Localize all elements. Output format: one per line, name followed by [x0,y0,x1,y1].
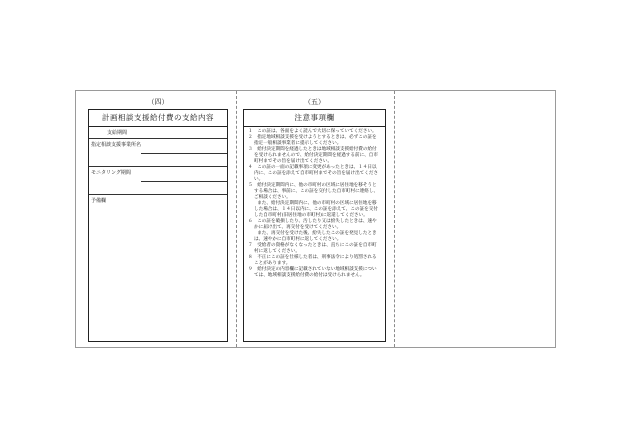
note-item: ４ この証の一面の記載事項に変更があったときは、１４日以内に、この証を添えて自市町村までその旨を届け出てください。 [248,165,379,182]
note-item: ７ 受給者の資格がなくなったときは、直ちにこの証を自市町村に返してください。 [248,243,377,254]
note-item: ６ この証を破損したり、汚したり又は紛失したときは、速やかに届け出て、再交付を受けてください。 [248,219,377,230]
notes-list [244,127,385,279]
payment-content-panel [88,109,228,342]
designated-office-label: 指定相談支援事業所名 [91,142,142,148]
note-item: また、給付決定期間内に、他の市町村の区域に居住地を移した場合は、１４日以内に、この証を添えて、この証を交付した自市町村(旧居住地の市町村)に返還してください。 [248,201,378,218]
note-item: １ この証は、各面をよく読んで大切に保っていてください。 [248,129,377,134]
notes-panel [243,109,386,342]
note-item: ９ 給付決定の内容欄に記載されていない地域相談支援については、地域相談支援給付費の給付は受けられません。 [248,267,377,278]
spare-row [89,195,227,341]
note-item: また、再交付を受けた後、紛失したこの証を発見したときは、速やかに自市町村に返してください。 [248,231,377,242]
designated-office-row [89,139,227,167]
payment-content-title: 計画相談支援給付費の支給内容 [89,110,227,127]
fold-line-left [236,91,237,347]
note-item: ５ 給付決定期間内に、他の市町村の区域に居住地を移そうとする場合は、事前に、この証を交付した自市町村に連絡し、ご相談ください。 [248,183,379,200]
monitoring-period-divider [141,181,227,182]
spare-label: 予備欄 [91,198,107,204]
fold-line-right [394,91,395,347]
designated-office-divider [141,153,227,154]
note-item: ２ 指定地域相談支援を受けようとするときは、必ずこの証を指定一般相談事業者に提示してください。 [248,135,377,146]
monitoring-period-row [89,167,227,195]
monitoring-period-label: モニタリング期間 [91,170,131,176]
section-four-header: （四） [147,98,169,106]
note-item: ８ 不正にこの証を仕様した者は、刑事法令により処罰されることがあります。 [248,255,377,266]
payment-period-label: 支給期間 [107,130,128,136]
payment-period-row [89,127,227,139]
notes-title: 注意事項欄 [244,110,385,127]
section-five-header: （五） [304,98,325,106]
note-item: ３ 給付決定期間を経過したときは地域相談支援給付費の給付を受けられませんので、給付決定期間を経過する前に、自市町村までその旨を届け出てください。 [248,147,378,164]
certificate-sheet [75,90,556,348]
